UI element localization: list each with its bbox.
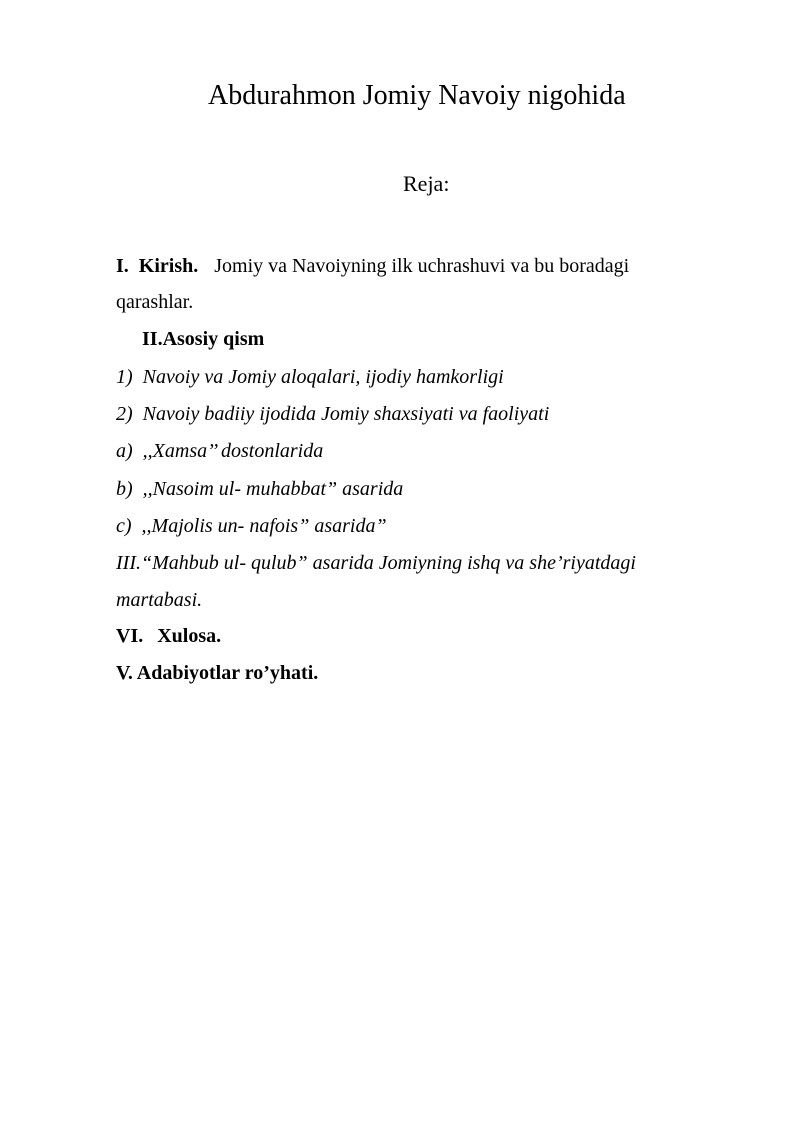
plan-item-text: Navoiy badiiy ijodida Jomiy shaxsiyati va faoliyati [142, 403, 550, 425]
intro-text-line1: Jomiy va Navoiyning ilk uchrashuvi va bu boradagi [214, 255, 630, 277]
plan-item-marker: 2) [116, 403, 133, 425]
plan-item-text: ,,Majolis un- nafois” asarida” [141, 515, 387, 537]
conclusion-heading: Xulosa. [157, 625, 222, 647]
main-part-heading: II.Asosiy qism [142, 328, 265, 350]
plan-item [116, 363, 504, 391]
intro-text-line2: qarashlar. [116, 291, 194, 313]
conclusion-numeral: VI. [116, 625, 144, 647]
plan-item-marker: b) [116, 478, 133, 500]
plan-item-text: Navoiy va Jomiy aloqalari, ijodiy hamkorligi [142, 366, 504, 388]
plan-item-marker: a) [116, 440, 133, 462]
plan-item-marker: 1) [116, 366, 133, 388]
part3-line2: martabasi. [116, 589, 203, 611]
plan-item [116, 400, 549, 428]
plan-conclusion [116, 622, 221, 650]
intro-numeral: I. [116, 255, 129, 277]
document-title: Abdurahmon Jomiy Navoiy nigohida [208, 80, 626, 111]
plan-item [116, 437, 323, 465]
plan-heading: Reja: [403, 171, 450, 196]
plan-item-marker: c) [116, 515, 132, 537]
plan-intro [116, 252, 629, 280]
part3-line1: III.“Mahbub ul- qulub” asarida Jomiyning ishq va she’riyatdagi [116, 552, 636, 574]
plan-item [116, 475, 403, 503]
plan-references: V. Adabiyotlar ro’yhati. [116, 662, 319, 684]
plan-item-text: ,,Nasoim ul- muhabbat” asarida [142, 478, 404, 500]
plan-item [116, 512, 387, 540]
plan-item-text: ,,Xamsa’’ dostonlarida [142, 440, 324, 462]
intro-heading: Kirish. [138, 255, 199, 277]
